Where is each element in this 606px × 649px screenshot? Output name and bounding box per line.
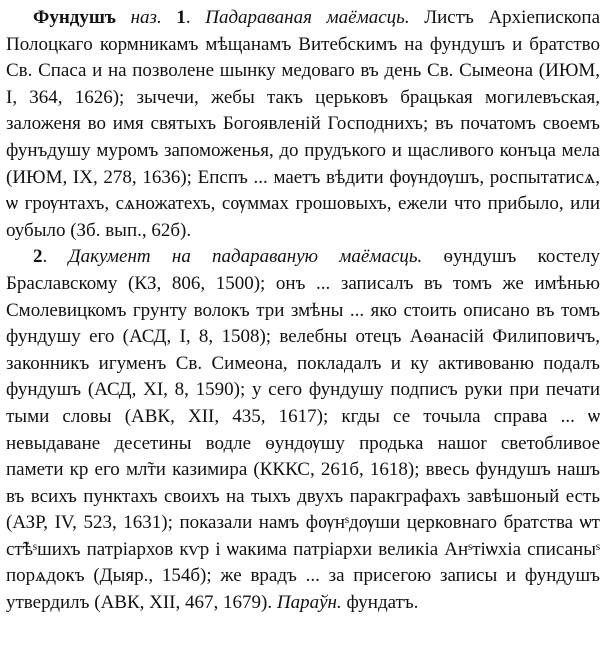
sense-2-number: 2 (33, 246, 43, 268)
sense-2-definition: Дакумент на падараваную маёмасць. (68, 246, 423, 268)
sense-1-number-dot: . (185, 7, 206, 28)
sense-1-number: 1 (176, 7, 186, 28)
sense-2-number-dot: . (42, 246, 69, 268)
crossref-target: фундатъ. (341, 592, 419, 614)
sense-1-definition: Падараваная маёмасць. (205, 7, 410, 28)
headword: Фундушъ (33, 7, 116, 28)
dictionary-entry-fundush (6, 5, 600, 617)
sense-1-paragraph (6, 5, 600, 244)
grammar-label: наз. (130, 7, 162, 28)
sense-2-paragraph (6, 244, 600, 616)
sense-2-citations: ѳундушъ костелу Браславскому (КЗ, 806, 1500); онъ ... записалъ въ томъ же имѣнью Смолевицкомъ грунту волокъ три змѣны ... яко стоить описано въ томъ фундушу его (АСД, I, 8, 1508); велебны отецъ Аѳанасій Филиповичъ, законникъ игуменъ Св. Симеона, покладалъ и ку активованю подалъ фундушъ (АСД, XI, 8, 1590); у сего фундушу подписъ руки при печати тыми словы (АВК, XII, 435, 1617); кгды се точыла справа ... ѡ невыдаване десетины водле ѳундѹшу продька нашоr светобливое памети кр его мл̃ти казимира (КККС, 261б, 1618); ввесь фундушъ нашъ въ всихъ пунктахъ своихъ на тыхъ двухъ паракграфахъ завѣшоный есть (АЗР, IV, 523, 1631); показали намъ фѹнˢдѹши цeрковнаго братства ѡт ст̃ѣˢшихъ патріархов кѵр і ѡакима патріархи великіа Анˢтіѡхіа списаныˢ порѧдокъ (Дыяр., 154б); же врадъ ... за присегою записы и фундушъ утвердилъ (АВК, XII, 467, 1679). (6, 246, 600, 614)
crossref-label: Параўн. (276, 592, 342, 614)
sense-1-citations: Листъ Архіепископа Полоцкагo кормникамъ мѣщанамъ Витебскимъ на фундушъ и братство Св. Спаса и на позволене шынку медоваго въ день Св. Сымеона (ИЮМ, I, 364, 1626); зычечи, жебы такъ церьковъ брацькая могилевъская, заложеня во имя святыхъ Богоявленій Господнихъ; въ початомъ своемъ фунъдушу муромъ запоможенья, до прудъкого и щасливого конъца мела (ИЮМ, IX, 278, 1636); Епспъ ... маетъ вѣдити фѹндѹшъ, роспытатисѧ, ѡ грѹнтахъ, сѧножатехъ, сѹммах грошовыхъ, ежели что прибыло, или оубыло (Зб. вып., 62б). (6, 7, 601, 241)
